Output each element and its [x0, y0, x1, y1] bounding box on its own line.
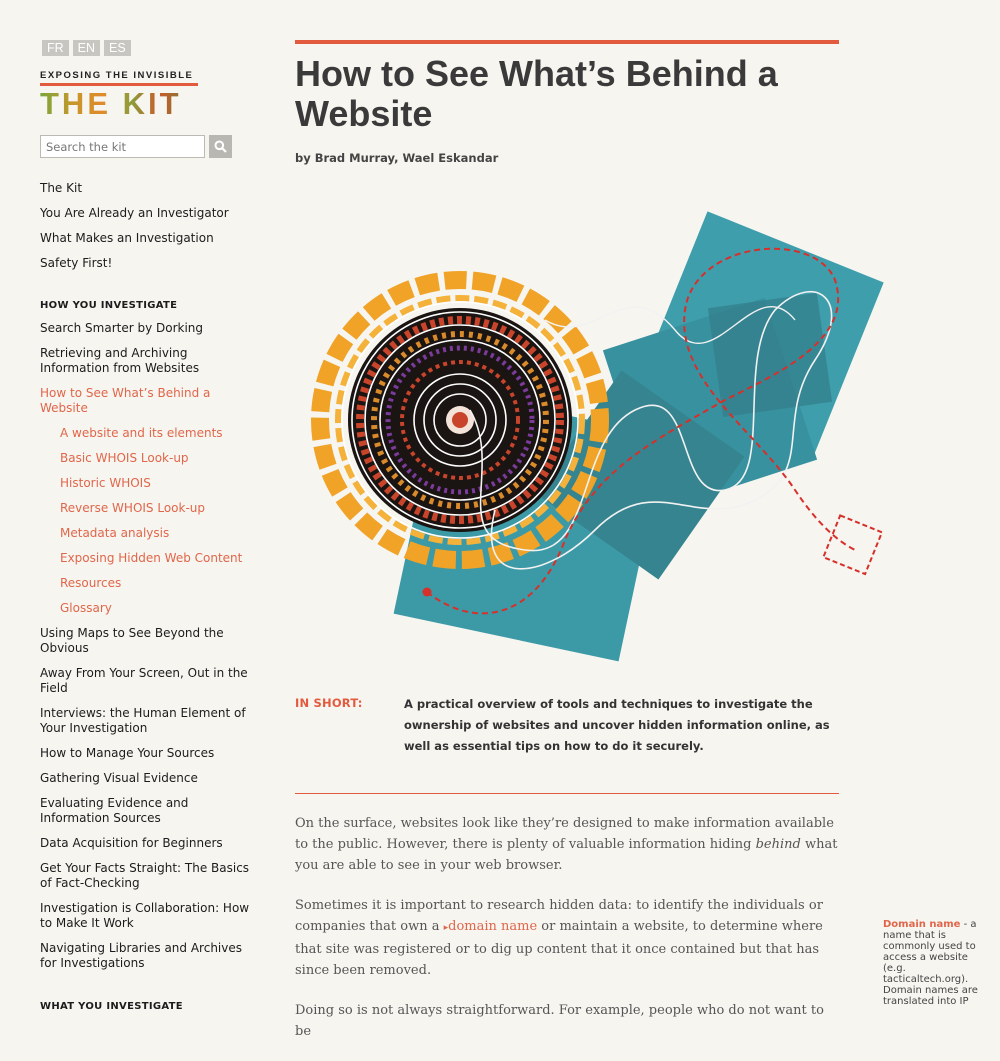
paragraph-text: what you are able to see in your web browser. — [295, 837, 838, 873]
in-short-text: A practical overview of tools and techniques to investigate the ownership of websites and uncover hidden information online, as well as essential tips on how to do it securely. — [404, 697, 830, 753]
nav-item[interactable]: The Kit — [40, 181, 83, 195]
nav-item[interactable]: You Are Already an Investigator — [40, 206, 229, 220]
search-input[interactable] — [40, 135, 205, 158]
lang-fr[interactable]: FR — [42, 40, 69, 56]
nav-item[interactable]: How to Manage Your Sources — [40, 746, 215, 760]
search-icon — [214, 140, 227, 153]
logo-wordmark: THE KIT — [40, 87, 198, 121]
logo-tagline: EXPOSING THE INVISIBLE — [40, 70, 194, 81]
search-bar — [40, 135, 255, 158]
nav-item[interactable]: Using Maps to See Beyond the Obvious — [40, 626, 224, 655]
nav-item-active[interactable]: How to See What’s Behind a Website — [40, 386, 211, 415]
paragraph — [295, 813, 839, 876]
nav-item[interactable]: What Makes an Investigation — [40, 231, 214, 245]
emphasis: behind — [755, 837, 801, 852]
byline: by Brad Murray, Wael Eskandar — [295, 151, 499, 165]
nav-item[interactable]: Safety First! — [40, 256, 113, 270]
paragraph-text: Sometimes it is important to research hidden data: to identify the individuals or companies that own a — [295, 898, 823, 934]
nav-item[interactable]: Away From Your Screen, Out in the Field — [40, 666, 248, 695]
nav-subitem[interactable]: Resources — [60, 576, 122, 590]
nav-subitem[interactable]: Exposing Hidden Web Content — [60, 551, 243, 565]
glossary-sidenote-term: Domain name — [883, 919, 961, 930]
paragraph — [295, 895, 839, 981]
summary-rule — [295, 793, 839, 794]
nav-item[interactable]: Navigating Libraries and Archives for Investigations — [40, 941, 242, 970]
nav-subitem[interactable]: Reverse WHOIS Look-up — [60, 501, 206, 515]
glossary-sidenote — [883, 919, 978, 1007]
nav-top — [40, 181, 255, 271]
in-short — [295, 694, 839, 757]
nav-subitem[interactable]: Metadata analysis — [60, 526, 170, 540]
nav-subitem[interactable]: A website and its elements — [60, 426, 223, 440]
search-button[interactable] — [209, 135, 232, 158]
nav-item[interactable]: Data Acquisition for Beginners — [40, 836, 223, 850]
nav-item[interactable]: Get Your Facts Straight: The Basics of Fact-Checking — [40, 861, 250, 890]
paragraph: Doing so is not always straightforward. For example, people who do not want to be — [295, 1003, 824, 1039]
paragraph-text: or maintain a website, to determine where that site was registered or to dig up content that it once contained but that has since been removed. — [295, 919, 823, 978]
nav-how — [40, 321, 255, 971]
nav-subitem[interactable]: Basic WHOIS Look-up — [60, 451, 189, 465]
page-title: How to See What’s Behind a Website — [295, 53, 778, 134]
nav-item[interactable]: Search Smarter by Dorking — [40, 321, 204, 335]
glossary-term-link[interactable]: domain name — [448, 919, 538, 934]
nav-subitem[interactable]: Glossary — [60, 601, 112, 615]
lang-es[interactable]: ES — [104, 40, 131, 56]
language-switcher — [42, 40, 255, 56]
nav-item[interactable]: Investigation is Collaboration: How to Make It Work — [40, 901, 250, 930]
paragraph-text: On the surface, websites look like they’re designed to make information available to the public. However, there is plenty of valuable information hiding — [295, 816, 834, 852]
article — [295, 40, 839, 1039]
nav-subitem[interactable]: Historic WHOIS — [60, 476, 151, 490]
lang-en[interactable]: EN — [73, 40, 100, 56]
hero-illustration — [295, 210, 895, 670]
nav-item[interactable]: Gathering Visual Evidence — [40, 771, 198, 785]
site-logo[interactable] — [40, 70, 198, 121]
nav-heading-what: WHAT YOU INVESTIGATE — [40, 1001, 183, 1012]
sidebar — [40, 40, 255, 1022]
title-rule — [295, 40, 839, 44]
in-short-label: IN SHORT: — [295, 696, 363, 710]
nav-item[interactable]: Evaluating Evidence and Information Sources — [40, 796, 189, 825]
article-body — [295, 813, 839, 1061]
nav-item[interactable]: Interviews: the Human Element of Your Investigation — [40, 706, 246, 735]
nav-item[interactable]: Retrieving and Archiving Information from Websites — [40, 346, 200, 375]
glossary-arrow-icon: ▸ — [443, 923, 449, 933]
nav-heading-how: HOW YOU INVESTIGATE — [40, 300, 178, 311]
glossary-sidenote-text: - a name that is commonly used to access a website (e.g. tacticaltech.org). Domain names are translated into IP — [883, 919, 978, 1007]
